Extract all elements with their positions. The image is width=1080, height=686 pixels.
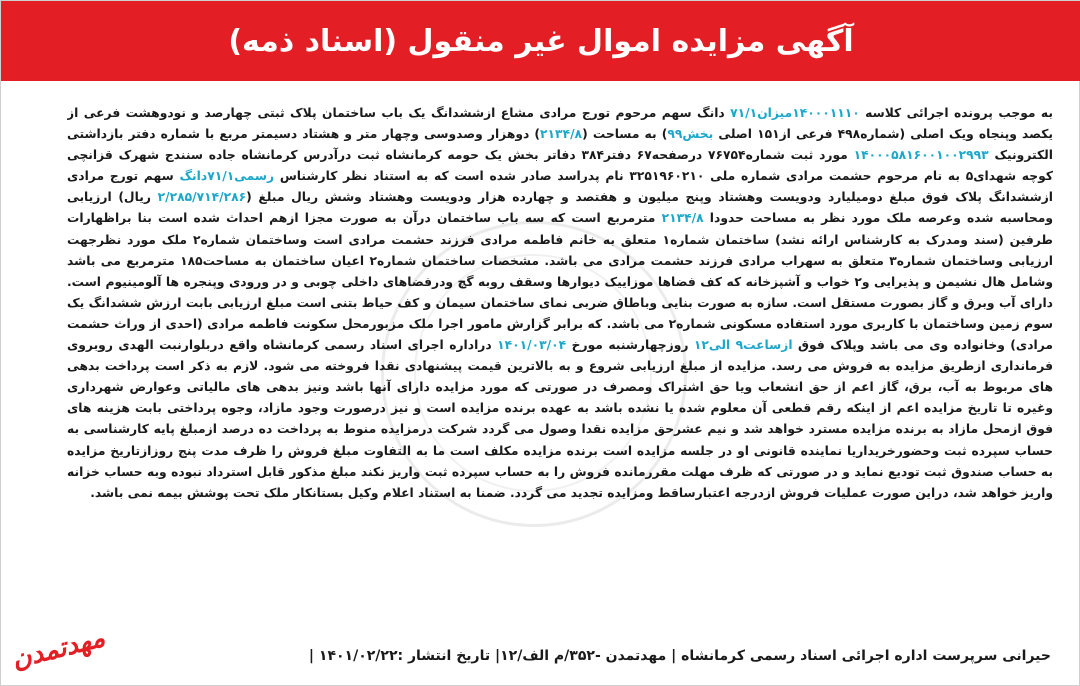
body-text-segment: مترمربع است که سه باب ساختمان درآن به صورت مجزا ازهم احداث شده است بنا براظهارات طرفین (سند ومدرک به کارشناس ارائه نشد) ساختمان شماره۱ متعلق به خانم فاطمه مرادی فرزند حشمت مرادی است وساختمان شماره۲ ملک مورد نظرجهت ارزیابی وساختمان شماره۳ متعلق به سهراب مرادی فرزند حشمت مرادی می باشد. مشخصات ساختمان شماره۲ اعیان ساختمان به مساحت۱۸۵ مترمربع می باشد وشامل هال نشیمن و پذیرایی و۲ خواب و آشپزخانه که کف فضاها موزاییک دیوارها وسقف روبه گچ ودرفضاهای داخلی چوبی و در ورودی وپنجره ها آلومینیوم است. دارای آب وبرق و گاز بصورت مستقل است. سازه به صورت بنایی وباطاق ضربی نمای ساختمان سیمان و کف حیاط بتنی است مبلغ ارزیابی بابت ارزش ششدانگ یک سوم زمین وساختمان با کاربری مورد استفاده مسکونی شماره۲ می باشد. که برابر گزارش مامور اجرا ملک مزبورمحل سکونت فاطمه مرادی (احدی از وراث حشمت مرادی) وخانواده وی می باشد وپلاک فوق: [67, 211, 1053, 353]
highlighted-value: بخش۹۹: [667, 127, 714, 142]
body-text-segment: ) به مساحت (: [582, 127, 668, 142]
body-text-segment: به موجب پرونده اجرائی کلاسه: [859, 106, 1053, 120]
body-text-segment: مورد ثبت شماره۷۶۷۵۴ درصفحه۶۷ دفتر۳۸۴ دفاتر بخش یک حومه کرمانشاه ثبت درآدرس کرمانشاه جاده سنندج شهرک قزانچی کوچه شهدای۵ به نام مرحوم حشمت مرادی شماره ملی ۳۲۵۱۹۶۰۲۱۰ نام پدراسد صادر شده است که به استناد نظر کارشناس: [67, 148, 1053, 184]
svg-text:مهدتمدن: مهدتمدن: [9, 623, 109, 676]
body-text-segment: روزچهارشنبه مورخ: [566, 338, 694, 353]
body-text-segment: دانگ سهم مرحوم تورج مرادی مشاع ازششدانگ یک باب ساختمان پلاک ثبتی چهارصد و نودوهشت فرعی از یکصد وپنجاه ویک اصلی (شماره۴۹۸ فرعی از۱۵۱ اصلی: [67, 106, 1053, 142]
highlighted-value: ازساعت۹ الی۱۲: [693, 338, 793, 353]
highlighted-value: ۱۴۰۱/۰۳/۰۴: [497, 338, 567, 353]
ad-title: آگهی مزایده اموال غیر منقول (اسناد ذمه): [228, 23, 854, 59]
highlighted-value: ۲۱۳۴/۸: [661, 211, 704, 226]
body-text-segment: دراداره اجرای اسناد رسمی کرمانشاه واقع دربلوارنبت الهدی روبروی فرمانداری ازطریق مزایده به فروش می رسد. مزایده از مبلغ ارزیابی شروع و به بالاترین قیمت پیشنهادی نقدا فروخته می شود. لازم به ذکر است پرداخت بدهی های مربوط به آب، برق، گاز اعم از حق انشعاب ویا حق اشتراک ومصرف در صورتی که مورد مزایده دارای آنها باشد ونیز بدهی های مالیاتی وعوارض شهرداری وغیره تا تاریخ مزایده اعم از اینکه رقم قطعی آن معلوم شده یا نشده باشد به عهده برنده مزایده است و نیز درصورت وجود مازاد، وجوه پرداختی بابت هزینه های فوق ازمحل مازاد به برنده مزایده مسترد خواهد شد و نیم عشرحق مزایده نقدا وصول می گردد شرکت درمزایده منوط به پرداخت ده درصد ازمبلغ پایه کارشناسی به حساب سپرده ثبت وحضورخریداریا نماینده قانونی او در جلسه مزایده است برنده مزایده مکلف است ما به التفاوت مبلغ فروش را ظرف مدت پنج روزازتاریخ مزایده به حساب صندوق ثبت تودیع نماید و در صورتی که ظرف مهلت مقررمانده فروش را به حساب سپرده ثبت واریز نکند مبلغ مذکور قابل استرداد نبوده وبه حساب خزانه واریز خواهد شد، دراین صورت عملیات فروش ازدرجه اعتبارساقط ومزایده تجدید می گردد. ضمنا به استناد اعلام وکیل بستانکار ملک تحت پوشش بیمه نمی باشد.: [67, 338, 1053, 500]
highlighted-value: رسمی۷۱/۱دانگ: [179, 169, 275, 184]
ad-footer: حیرانی سرپرست اداره اجرائی اسناد رسمی کرمانشاه | مهدتمدن -۳۵۲/م الف/۱۲| تاریخ انتشار :۱۴۰۱/۰۲/۲۲ |: [308, 648, 1051, 664]
body-text-segment: ) دوهزار وصدوسی وچهار متر و هشتاد دسیمتر مربع با شماره دفتر بازداشتی الکترونیک: [67, 127, 1053, 163]
highlighted-value: ۲/۲۸۵/۷۱۴/۲۸۶: [157, 190, 247, 205]
title-banner: [1, 1, 1080, 81]
highlighted-value: ۲۱۳۴/۸: [540, 127, 583, 142]
body-text-segment: ریال) ارزیابی ومحاسبه شده وعرصه ملک مورد نظر به مساحت حدودا: [67, 190, 1053, 226]
highlighted-value: ۱۴۰۰۰۱۱۱۰میزان۷۱/۱: [730, 106, 860, 120]
highlighted-value: ۱۴۰۰۰۵۸۱۶۰۰۱۰۰۲۹۹۳: [853, 148, 989, 163]
body-text-segment: سهم تورج مرادی ازششدانگ پلاک فوق مبلغ دومیلیارد ودویست وهشتاد وپنج میلیون و هفتصد و چهارده هزار ودویست وهشتاد وشش ریال مبلغ (: [67, 169, 1053, 205]
ad-body: [67, 103, 1053, 623]
